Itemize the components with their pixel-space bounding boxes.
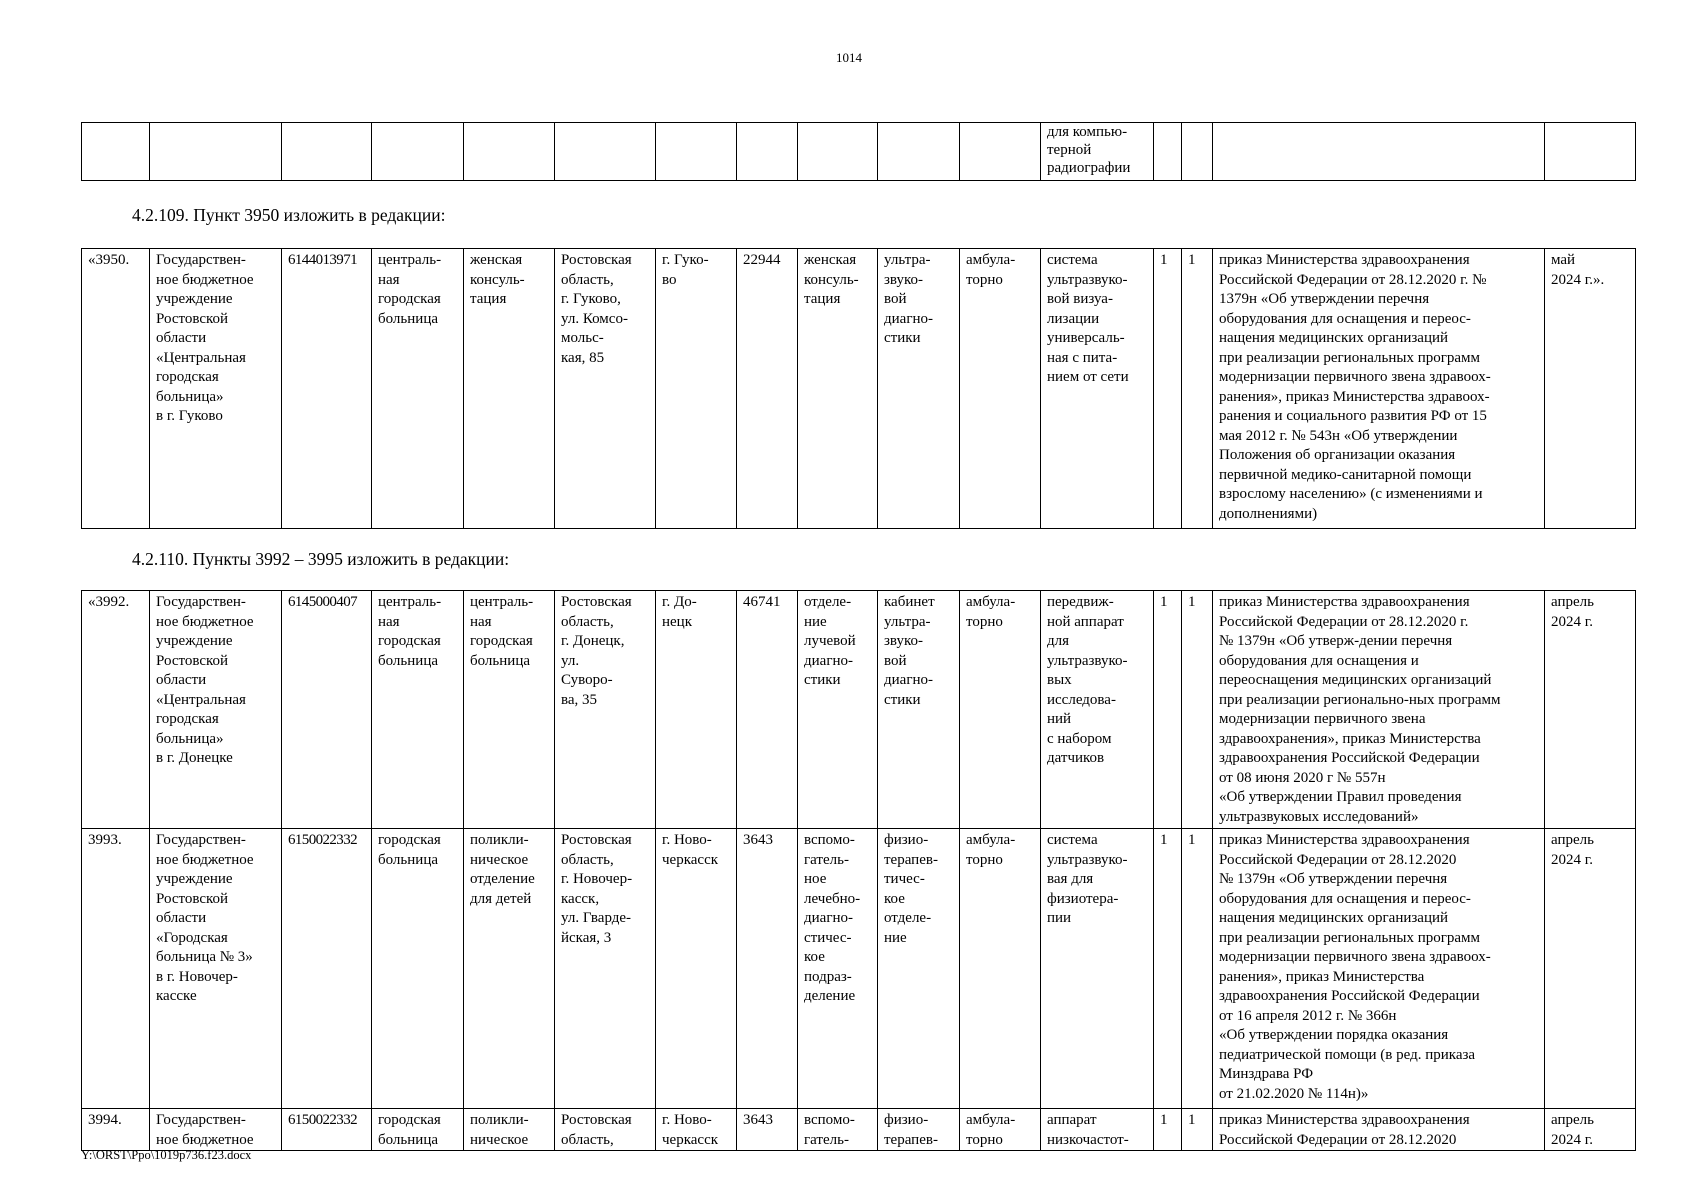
basis-line: здравоохранения», приказ Министерства <box>1219 730 1481 747</box>
cell-unit <box>464 1109 555 1151</box>
date-line: 2024 г. <box>1551 1131 1593 1148</box>
cell-type <box>372 829 464 1109</box>
cell-type <box>372 591 464 829</box>
dept-line: женская <box>804 252 857 268</box>
cell-equipment <box>1041 829 1154 1109</box>
basis-line: приказ Министерства здравоохранения <box>1219 252 1470 268</box>
cabinet-line: вой <box>884 291 907 307</box>
cabinet-line: диагно- <box>884 310 933 327</box>
equipment-line: датчиков <box>1047 750 1105 766</box>
cell-date <box>1545 1109 1636 1151</box>
cell-q1: 1 <box>1154 591 1182 829</box>
cell-equipment <box>1041 591 1154 829</box>
basis-line: мая 2012 г. № 543н «Об утверждении <box>1219 427 1458 444</box>
org-line: в г. Донецке <box>156 750 233 766</box>
basis-line: № 1379н «Об утверж-дении перечня <box>1219 633 1453 649</box>
equipment-line: ная с пита- <box>1047 349 1118 366</box>
equipment-line: вая для <box>1047 871 1094 887</box>
address-line: мольс- <box>561 330 604 346</box>
cell-cabinet <box>878 1109 960 1151</box>
cell-basis <box>1213 1109 1545 1151</box>
care-line: торно <box>966 1131 1003 1148</box>
city-line: г. До- <box>662 594 697 610</box>
basis-line: педиатрической помощи (в ред. приказа <box>1219 1046 1476 1063</box>
city-line: г. Гуко- <box>662 252 709 268</box>
dept-line: вспомо- <box>804 1112 855 1128</box>
equipment-line: ной аппарат <box>1047 613 1124 630</box>
cell-pop: 46741 <box>737 591 798 829</box>
cell-dept <box>798 591 878 829</box>
equipment-line: ультразвуко- <box>1047 652 1128 669</box>
table-row <box>82 829 1636 1109</box>
unit-line: городская <box>470 633 533 649</box>
table-row <box>82 591 1636 829</box>
cell-address <box>555 591 656 829</box>
address-line: г. Новочер- <box>561 871 633 887</box>
org-line: городская <box>156 369 219 385</box>
basis-line: от 08 июня 2020 г № 557н <box>1219 769 1386 786</box>
equipment-line: физиотера- <box>1047 890 1119 907</box>
type-line: больница <box>378 310 438 327</box>
address-line: ул. Комсо- <box>561 310 628 327</box>
cell-inn: 6145000407 <box>282 591 372 829</box>
equipment-line: для <box>1047 633 1070 649</box>
date-line: апрель <box>1551 594 1594 610</box>
org-line: Ростовской <box>156 652 229 669</box>
type-line: городская <box>378 633 441 649</box>
cell-num: 3994. <box>82 1109 150 1151</box>
dept-line: лучевой <box>804 633 856 649</box>
basis-line: Российской Федерации от 28.12.2020 г. № <box>1219 271 1487 288</box>
date-line: 2024 г. <box>1551 613 1593 630</box>
unit-line: больница <box>470 652 530 669</box>
unit-line: ническое <box>470 1131 529 1148</box>
cell-date <box>1545 123 1636 181</box>
cell-org <box>150 829 282 1109</box>
cell-care <box>960 1109 1041 1151</box>
basis-line: 1379н «Об утверждении перечня <box>1219 291 1430 307</box>
cabinet-line: вой <box>884 652 907 669</box>
equipment-line: ультразвуко- <box>1047 271 1128 288</box>
cell-city <box>656 249 737 529</box>
equipment-line: пии <box>1047 910 1072 926</box>
unit-line: тация <box>470 291 507 307</box>
cabinet-line: звуко- <box>884 271 924 288</box>
org-line: «Центральная <box>156 349 246 366</box>
cabinet-line: кабинет <box>884 594 935 610</box>
cabinet-line: отделе- <box>884 910 932 926</box>
basis-line: Российской Федерации от 28.12.2020 <box>1219 1131 1457 1148</box>
cell-pop: 22944 <box>737 249 798 529</box>
cabinet-line: терапев- <box>884 851 938 868</box>
care-line: амбула- <box>966 1112 1016 1128</box>
basis-line: нащения медицинских организаций <box>1219 910 1449 926</box>
address-line: г. Донецк, <box>561 633 625 649</box>
cell-inn: 6150022332 <box>282 1109 372 1151</box>
cell-equipment <box>1041 249 1154 529</box>
cell-city <box>656 1109 737 1151</box>
address-line: ва, 35 <box>561 691 598 708</box>
org-line: ное бюджетное <box>156 613 254 630</box>
address-line: область, <box>561 1131 614 1148</box>
dept-line: вспомо- <box>804 832 855 848</box>
date-line: май <box>1551 252 1576 268</box>
cell-cabinet <box>878 829 960 1109</box>
care-line: торно <box>966 851 1003 868</box>
org-line: Ростовской <box>156 890 229 907</box>
org-line: ное бюджетное <box>156 1131 254 1148</box>
cell-dept <box>798 123 878 181</box>
address-line: область, <box>561 271 614 288</box>
org-line: Государствен- <box>156 1112 246 1128</box>
address-line: Ростовская <box>561 1112 632 1128</box>
org-line: «Городская <box>156 929 228 946</box>
city-line: во <box>662 271 677 288</box>
cell-dept <box>798 249 878 529</box>
unit-line: централь- <box>470 594 534 610</box>
equipment-line: с набором <box>1047 730 1112 747</box>
table-continuation <box>81 122 1636 181</box>
dept-line: консуль- <box>804 271 859 288</box>
dept-line: ное <box>804 871 827 887</box>
address-line: кая, 85 <box>561 349 605 366</box>
table-row <box>82 1109 1636 1151</box>
care-line: торно <box>966 613 1003 630</box>
cell-type <box>372 123 464 181</box>
org-line: области <box>156 910 207 926</box>
address-line: г. Гуково, <box>561 291 621 307</box>
cell-cabinet <box>878 591 960 829</box>
cabinet-line: ультра- <box>884 613 931 630</box>
cell-basis <box>1213 591 1545 829</box>
cell-care <box>960 829 1041 1109</box>
cell-date <box>1545 829 1636 1109</box>
cell-num: «3950. <box>82 249 150 529</box>
type-line: централь- <box>378 594 442 610</box>
cell-cabinet <box>878 123 960 181</box>
city-line: г. Ново- <box>662 832 712 848</box>
type-line: ная <box>378 271 400 288</box>
basis-line: оборудования для оснащения и <box>1219 652 1419 669</box>
cabinet-line: физио- <box>884 1112 929 1128</box>
cabinet-line: физио- <box>884 832 929 848</box>
equipment-line: лизации <box>1047 310 1100 327</box>
cell-city <box>656 123 737 181</box>
dept-line: гатель- <box>804 851 849 868</box>
type-line: централь- <box>378 252 442 268</box>
cell-num: 3993. <box>82 829 150 1109</box>
cabinet-line: звуко- <box>884 633 924 649</box>
cabinet-line: кое <box>884 890 905 907</box>
basis-line: первичной медико-санитарной помощи <box>1219 466 1472 483</box>
org-line: «Центральная <box>156 691 246 708</box>
cell-address <box>555 249 656 529</box>
basis-line: Минздрава РФ <box>1219 1066 1314 1082</box>
cabinet-line: стики <box>884 330 921 346</box>
basis-line: от 16 апреля 2012 г. № 366н <box>1219 1007 1397 1024</box>
table-section-110 <box>81 590 1636 1151</box>
city-line: черкасск <box>662 851 719 868</box>
cabinet-line: диагно- <box>884 672 933 688</box>
cell-dept <box>798 829 878 1109</box>
date-line: 2024 г.». <box>1551 271 1605 288</box>
cell-basis <box>1213 249 1545 529</box>
equipment-line: универсаль- <box>1047 330 1125 346</box>
equipment-line: терной <box>1047 142 1092 158</box>
equipment-line: радиографии <box>1047 160 1131 176</box>
basis-line: модернизации первичного звена здравоох- <box>1219 369 1491 385</box>
footer-file-path: Y:\ORST\Ppo\1019p736.f23.docx <box>81 1148 252 1162</box>
equipment-line: вой визуа- <box>1047 291 1113 307</box>
basis-line: приказ Министерства здравоохранения <box>1219 832 1470 848</box>
unit-line: женская <box>470 252 523 268</box>
dept-line: гатель- <box>804 1131 849 1148</box>
cell-q2 <box>1182 123 1213 181</box>
equipment-line: вых <box>1047 672 1072 688</box>
org-line: учреждение <box>156 633 233 649</box>
type-line: городская <box>378 1112 441 1128</box>
basis-line: при реализации регионально-ных программ <box>1219 691 1501 708</box>
unit-line: ная <box>470 613 492 630</box>
cabinet-line: ультра- <box>884 252 931 268</box>
address-line: Суворо- <box>561 672 613 688</box>
basis-line: дополнениями) <box>1219 505 1318 522</box>
basis-line: Российской Федерации от 28.12.2020 г. <box>1219 613 1469 630</box>
cell-q1: 1 <box>1154 249 1182 529</box>
org-line: в г. Гуково <box>156 408 223 424</box>
equipment-line: низкочастот- <box>1047 1131 1129 1148</box>
basis-line: здравоохранения Российской Федерации <box>1219 750 1480 766</box>
org-line: больница № 3» <box>156 949 253 965</box>
basis-line: переоснащения медицинских организаций <box>1219 672 1492 688</box>
type-line: больница <box>378 652 438 669</box>
address-line: Ростовская <box>561 832 632 848</box>
basis-line: при реализации региональных программ <box>1219 929 1481 946</box>
dept-line: лечебно- <box>804 890 861 907</box>
cell-type <box>372 249 464 529</box>
org-line: ное бюджетное <box>156 851 254 868</box>
care-line: амбула- <box>966 832 1016 848</box>
city-line: г. Ново- <box>662 1112 712 1128</box>
equipment-line: ультразвуко- <box>1047 851 1128 868</box>
city-line: нецк <box>662 613 692 630</box>
equipment-line: система <box>1047 252 1098 268</box>
org-line: учреждение <box>156 291 233 307</box>
date-line: апрель <box>1551 1112 1594 1128</box>
dept-line: тация <box>804 291 841 307</box>
basis-line: приказ Министерства здравоохранения <box>1219 1112 1470 1128</box>
cell-unit <box>464 591 555 829</box>
basis-line: оборудования для оснащения и переос- <box>1219 890 1471 907</box>
cell-city <box>656 591 737 829</box>
cell-address <box>555 123 656 181</box>
unit-line: поликли- <box>470 832 529 848</box>
basis-line: № 1379н «Об утверждении перечня <box>1219 871 1448 887</box>
basis-line: модернизации первичного звена здравоох- <box>1219 949 1491 965</box>
basis-line: ультразвуковых исследований» <box>1219 808 1419 825</box>
cell-basis <box>1213 829 1545 1109</box>
org-line: области <box>156 330 207 346</box>
unit-line: поликли- <box>470 1112 529 1128</box>
dept-line: ние <box>804 613 827 630</box>
type-line: ная <box>378 613 400 630</box>
care-line: амбула- <box>966 594 1016 610</box>
address-line: Ростовская <box>561 594 632 610</box>
org-line: области <box>156 672 207 688</box>
dept-line: стичес- <box>804 929 852 946</box>
section-heading-109: 4.2.109. Пункт 3950 изложить в редакции: <box>132 205 446 225</box>
cell-date <box>1545 249 1636 529</box>
table-section-109 <box>81 248 1636 529</box>
cell-care <box>960 123 1041 181</box>
care-line: торно <box>966 271 1003 288</box>
unit-line: отделение <box>470 871 535 887</box>
cell-inn: 6144013971 <box>282 249 372 529</box>
cell-q1 <box>1154 123 1182 181</box>
page-number: 1014 <box>836 50 862 65</box>
basis-line: Положения об организации оказания <box>1219 447 1456 463</box>
cell-care <box>960 591 1041 829</box>
org-line: Государствен- <box>156 594 246 610</box>
type-line: больница <box>378 1131 438 1148</box>
cell-q2: 1 <box>1182 1109 1213 1151</box>
basis-line: Российской Федерации от 28.12.2020 <box>1219 851 1457 868</box>
equipment-line: система <box>1047 832 1098 848</box>
cell-q1: 1 <box>1154 1109 1182 1151</box>
type-line: городская <box>378 291 441 307</box>
address-line: Ростовская <box>561 252 632 268</box>
org-line: в г. Новочер- <box>156 968 238 985</box>
cell-num <box>82 123 150 181</box>
table-row <box>82 123 1636 181</box>
cell-cabinet <box>878 249 960 529</box>
cell-address <box>555 829 656 1109</box>
cell-pop: 3643 <box>737 1109 798 1151</box>
equipment-line: передвиж- <box>1047 594 1114 610</box>
cell-org <box>150 249 282 529</box>
cell-q1: 1 <box>1154 829 1182 1109</box>
dept-line: деление <box>804 988 856 1004</box>
cell-equipment <box>1041 1109 1154 1151</box>
equipment-line: аппарат <box>1047 1112 1097 1128</box>
cell-inn <box>282 123 372 181</box>
cell-care <box>960 249 1041 529</box>
city-line: черкасск <box>662 1131 719 1148</box>
basis-line: приказ Министерства здравоохранения <box>1219 594 1470 610</box>
basis-line: ранения», приказ Министерства <box>1219 968 1425 985</box>
cell-q2: 1 <box>1182 591 1213 829</box>
org-line: касске <box>156 988 197 1004</box>
address-line: ул. Гварде- <box>561 910 632 926</box>
basis-line: от 21.02.2020 № 114н)» <box>1219 1085 1369 1102</box>
cell-org <box>150 591 282 829</box>
unit-line: для детей <box>470 890 532 907</box>
basis-line: «Об утверждении порядка оказания <box>1219 1027 1449 1043</box>
cell-unit <box>464 249 555 529</box>
address-line: йская, 3 <box>561 929 612 946</box>
type-line: больница <box>378 851 438 868</box>
cell-org <box>150 1109 282 1151</box>
equipment-line: исследова- <box>1047 691 1116 708</box>
org-line: Ростовской <box>156 310 229 327</box>
equipment-line: ний <box>1047 711 1072 727</box>
cell-org <box>150 123 282 181</box>
org-line: городская <box>156 711 219 727</box>
address-line: область, <box>561 613 614 630</box>
org-line: больница» <box>156 388 224 405</box>
dept-line: отделе- <box>804 594 852 610</box>
cell-q2: 1 <box>1182 829 1213 1109</box>
cell-pop <box>737 123 798 181</box>
org-line: Государствен- <box>156 832 246 848</box>
dept-line: диагно- <box>804 910 853 926</box>
type-line: городская <box>378 832 441 848</box>
basis-line: модернизации первичного звена <box>1219 711 1426 727</box>
cell-city <box>656 829 737 1109</box>
org-line: учреждение <box>156 871 233 887</box>
cell-type <box>372 1109 464 1151</box>
date-line: 2024 г. <box>1551 851 1593 868</box>
basis-line: «Об утверждении Правил проведения <box>1219 789 1462 805</box>
basis-line: оборудования для оснащения и переос- <box>1219 310 1471 327</box>
org-line: Государствен- <box>156 252 246 268</box>
basis-line: ранения и социального развития РФ от 15 <box>1219 408 1487 424</box>
cell-address <box>555 1109 656 1151</box>
cell-pop: 3643 <box>737 829 798 1109</box>
unit-line: консуль- <box>470 271 525 288</box>
address-line: ул. <box>561 652 580 669</box>
care-line: амбула- <box>966 252 1016 268</box>
address-line: касск, <box>561 890 600 907</box>
cabinet-line: терапев- <box>884 1131 938 1148</box>
basis-line: взрослому населению» (с изменениями и <box>1219 486 1483 502</box>
org-line: больница» <box>156 730 224 747</box>
cabinet-line: стики <box>884 691 921 708</box>
cell-date <box>1545 591 1636 829</box>
cell-q2: 1 <box>1182 249 1213 529</box>
cell-equipment <box>1041 123 1154 181</box>
dept-line: кое <box>804 949 825 965</box>
cabinet-line: тичес- <box>884 871 925 887</box>
dept-line: подраз- <box>804 968 852 985</box>
basis-line: ранения», приказ Министерства здравоох- <box>1219 388 1490 405</box>
unit-line: ническое <box>470 851 529 868</box>
section-heading-110: 4.2.110. Пункты 3992 – 3995 изложить в редакции: <box>132 549 510 569</box>
table-row <box>82 249 1636 529</box>
basis-line: при реализации региональных программ <box>1219 349 1481 366</box>
basis-line: здравоохранения Российской Федерации <box>1219 988 1480 1004</box>
org-line: ное бюджетное <box>156 271 254 288</box>
date-line: апрель <box>1551 832 1594 848</box>
address-line: область, <box>561 851 614 868</box>
cabinet-line: ние <box>884 929 907 946</box>
equipment-line: нием от сети <box>1047 369 1129 385</box>
equipment-line: для компью- <box>1047 124 1128 140</box>
cell-num: «3992. <box>82 591 150 829</box>
cell-basis <box>1213 123 1545 181</box>
dept-line: диагно- <box>804 652 853 669</box>
cell-dept <box>798 1109 878 1151</box>
cell-inn: 6150022332 <box>282 829 372 1109</box>
cell-unit <box>464 123 555 181</box>
cell-unit <box>464 829 555 1109</box>
dept-line: стики <box>804 672 841 688</box>
basis-line: нащения медицинских организаций <box>1219 330 1449 346</box>
